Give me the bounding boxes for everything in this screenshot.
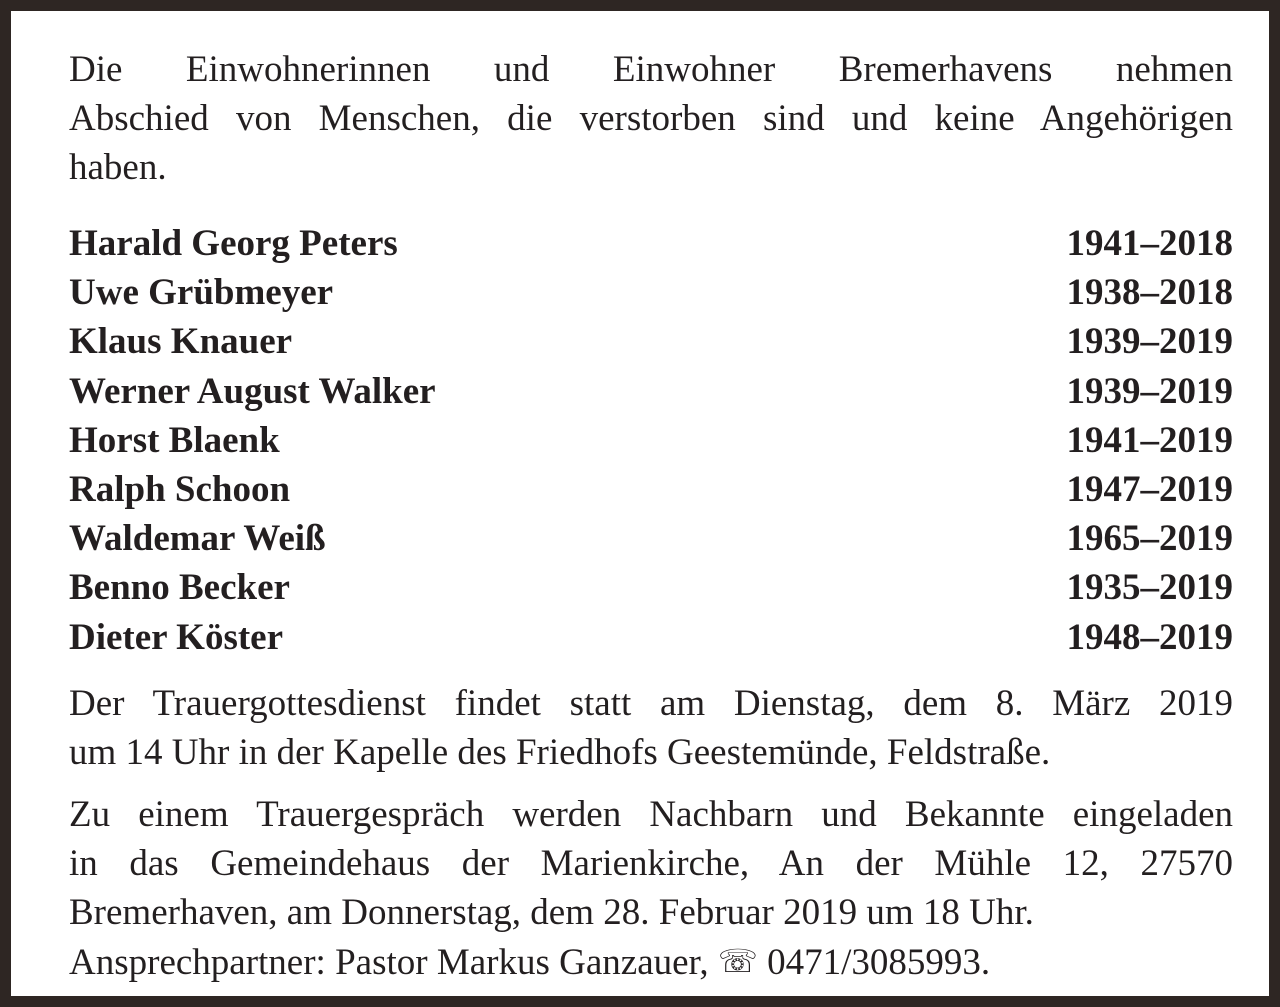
service-line-2: um 14 Uhr in der Kapelle des Friedhofs Geestemünde, Feldstraße. bbox=[69, 731, 1051, 773]
deceased-years: 1939–2019 bbox=[1066, 370, 1233, 412]
reception-line-1: Zu einem Trauergespräch werden Nachbarn und Bekannte eingeladen bbox=[69, 793, 1233, 835]
deceased-name: Dieter Köster bbox=[69, 616, 284, 658]
deceased-entry bbox=[69, 514, 1233, 563]
deceased-name: Ralph Schoon bbox=[69, 469, 291, 511]
deceased-years: 1941–2018 bbox=[1066, 223, 1233, 264]
deceased-name: Harald Georg Peters bbox=[69, 223, 398, 264]
service-paragraph bbox=[69, 679, 1233, 777]
reception-paragraph bbox=[69, 790, 1233, 987]
intro-line-1: Die Einwohnerinnen und Einwohner Bremerhavens nehmen bbox=[69, 49, 1233, 90]
deceased-entry bbox=[69, 416, 1233, 465]
reception-line-3: Bremerhaven, am Donnerstag, dem 28. Februar 2019 um 18 Uhr. bbox=[69, 891, 1034, 933]
notice-content bbox=[69, 45, 1233, 987]
deceased-years: 1935–2019 bbox=[1066, 567, 1233, 609]
deceased-entry bbox=[69, 613, 1233, 662]
deceased-name: Benno Becker bbox=[69, 567, 290, 609]
service-line-1: Der Trauergottesdienst findet statt am Dienstag, dem 8. März 2019 bbox=[69, 682, 1233, 724]
deceased-years: 1965–2019 bbox=[1066, 518, 1233, 560]
deceased-name: Klaus Knauer bbox=[69, 321, 293, 363]
deceased-name: Horst Blaenk bbox=[69, 419, 280, 461]
deceased-years: 1948–2019 bbox=[1066, 616, 1233, 658]
deceased-entry bbox=[69, 317, 1233, 366]
deceased-name: Uwe Grübmeyer bbox=[69, 272, 334, 314]
contact-line bbox=[69, 937, 1233, 987]
deceased-list bbox=[69, 219, 1233, 662]
deceased-entry bbox=[69, 563, 1233, 612]
reception-line-2: in das Gemeindehaus der Marienkirche, An der Mühle 12, 27570 bbox=[69, 842, 1233, 884]
deceased-entry bbox=[69, 268, 1233, 317]
deceased-years: 1939–2019 bbox=[1066, 321, 1233, 363]
phone-number: 0471/3085993. bbox=[757, 941, 991, 983]
contact-label: Ansprechpartner: Pastor Markus Ganzauer, bbox=[69, 941, 718, 983]
deceased-years: 1941–2019 bbox=[1066, 419, 1233, 461]
deceased-entry bbox=[69, 367, 1233, 416]
intro-line-3: haben. bbox=[69, 147, 167, 188]
telephone-icon: ☏ bbox=[717, 941, 758, 980]
deceased-entry bbox=[69, 465, 1233, 514]
intro-line-2: Abschied von Menschen, die verstorben sind und keine Angehörigen bbox=[69, 98, 1233, 139]
intro-paragraph bbox=[69, 45, 1233, 192]
deceased-name: Werner August Walker bbox=[69, 370, 436, 412]
deceased-years: 1947–2019 bbox=[1066, 469, 1233, 511]
deceased-years: 1938–2018 bbox=[1066, 272, 1233, 314]
deceased-name: Waldemar Weiß bbox=[69, 518, 326, 560]
deceased-entry bbox=[69, 219, 1233, 268]
